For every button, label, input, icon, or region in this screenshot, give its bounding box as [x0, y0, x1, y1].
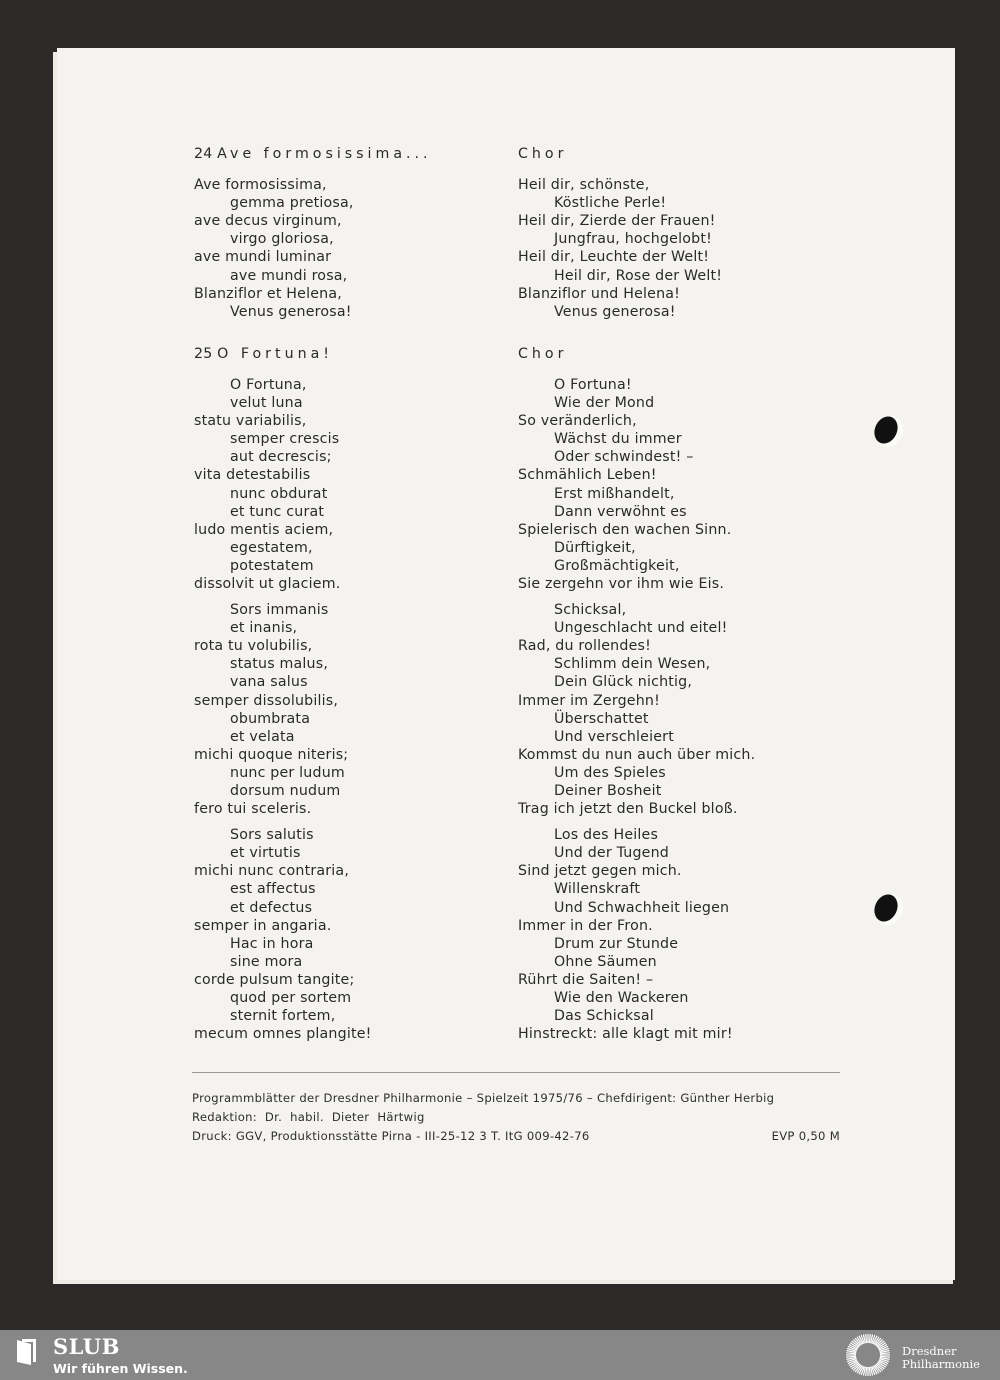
verse-line-latin: rota tu volubilis,	[194, 638, 313, 655]
footer-print-info: Druck: GGV, Produktionsstätte Pirna - III-25-12 3 T. ItG 009-42-76	[192, 1129, 590, 1143]
sunburst-ring-icon[interactable]	[841, 1331, 895, 1379]
verse-line-german: Drum zur Stunde	[554, 935, 679, 952]
verse-line-latin: obumbrata	[230, 710, 311, 727]
verse-line-latin: dissolvit ut glaciem.	[194, 575, 341, 592]
stanza-gap	[194, 818, 432, 826]
verse-line-german: Und Schwachheit liegen	[554, 899, 730, 916]
section-number: 25	[194, 345, 213, 362]
section-gap	[194, 321, 432, 345]
stanza-gap	[194, 593, 432, 601]
sunburst-ray	[866, 1367, 867, 1376]
stanza-gap	[518, 593, 755, 601]
verse-line-german: Deiner Bosheit	[554, 783, 662, 799]
verse-line-german: So veränderlich,	[518, 413, 637, 430]
stanza-gap	[518, 818, 755, 826]
section-title-german	[518, 345, 755, 363]
verse-line-latin: Hac in hora	[230, 935, 314, 952]
verse-line-latin: nunc per ludum	[230, 764, 345, 781]
verse-line-latin: quod per sortem	[230, 990, 352, 1007]
verse-line-german: Schmählich Leben!	[518, 467, 657, 484]
verse-line-german: Ungeschlacht und eitel!	[554, 620, 728, 637]
verse-line-german: Ohne Säumen	[554, 953, 657, 970]
verse-line-latin: est affectus	[230, 881, 316, 898]
section-title-text: Ave formosissima...	[217, 146, 432, 162]
section-title-latin	[194, 345, 432, 363]
verse-line-latin: aut decrescis;	[230, 449, 332, 466]
latin-column	[194, 145, 432, 1043]
verse-line-german: Heil dir, Rose der Welt!	[554, 267, 723, 284]
verse-line-german: Und verschleiert	[554, 728, 674, 745]
slub-logo-text[interactable]: SLUB	[53, 1334, 120, 1359]
verse-line-german: O Fortuna!	[554, 376, 632, 393]
verse-line-german: Jungfrau, hochgelobt!	[554, 231, 712, 248]
punch-hole-icon	[870, 413, 902, 448]
section-title-latin	[194, 145, 432, 163]
verse-line-latin: Sors salutis	[230, 827, 314, 844]
footer-editor-line: Redaktion: Dr. habil. Dieter Härtwig	[192, 1110, 425, 1124]
verse-line-german: Heil dir, Zierde der Frauen!	[518, 213, 716, 230]
verse-line-german: Schicksal,	[554, 602, 627, 619]
verse-line-latin: velut luna	[230, 395, 303, 412]
verse-line-latin: semper crescis	[230, 431, 340, 448]
footer-publication-line: Programmblätter der Dresdner Philharmonie – Spielzeit 1975/76 – Chefdirigent: Günther Herbig	[192, 1091, 775, 1105]
philharmonie-line2: Philharmonie	[902, 1357, 980, 1371]
document-page	[57, 48, 955, 1280]
verse-line-latin: sine mora	[230, 953, 303, 970]
section-title-text: Chor	[518, 345, 568, 362]
verse-line-latin: semper dissolubilis,	[194, 692, 339, 709]
verse-line-german: Willenskraft	[554, 881, 641, 898]
verse-line-german: Sind jetzt gegen mich.	[518, 863, 682, 880]
verse-line-german: Rührt die Saiten! –	[518, 971, 654, 988]
verse-line-latin: et virtutis	[230, 845, 301, 862]
verse-line-german: Immer im Zergehn!	[518, 692, 661, 709]
verse-line-german: Spielerisch den wachen Sinn.	[518, 521, 732, 538]
verse-line-german: Oder schwindest! –	[554, 449, 694, 466]
verse-line-german: Wie der Mond	[554, 395, 655, 412]
section-gap	[518, 321, 755, 345]
verse-line-german: Überschattet	[554, 710, 649, 727]
verse-line-latin: et inanis,	[230, 620, 298, 637]
verse-line-latin: Ave formosissima,	[194, 177, 327, 194]
verse-line-latin: potestatem	[230, 557, 314, 574]
heading-gap	[518, 163, 755, 176]
verse-line-latin: mecum omnes plangite!	[194, 1026, 372, 1043]
footer-price: EVP 0,50 M	[771, 1129, 840, 1143]
sunburst-ray	[846, 1356, 856, 1357]
verse-line-german: Blanziflor und Helena!	[518, 285, 681, 302]
german-column	[518, 145, 755, 1043]
philharmonie-logo-text[interactable]	[902, 1345, 980, 1371]
book-pages-icon[interactable]	[14, 1338, 38, 1366]
sunburst-ray	[869, 1334, 870, 1343]
section-title-german	[518, 145, 755, 163]
verse-line-german: Um des Spieles	[554, 764, 666, 781]
verse-line-german: Sie zergehn vor ihm wie Eis.	[518, 575, 725, 592]
philharmonie-line1: Dresdner	[902, 1344, 957, 1358]
verse-line-german: Und der Tugend	[554, 845, 670, 862]
verse-line-german: Großmächtigkeit,	[554, 557, 680, 574]
verse-line-latin: sternit fortem,	[230, 1008, 336, 1025]
verse-line-latin: michi quoque niteris;	[194, 746, 349, 763]
verse-line-latin: virgo gloriosa,	[230, 231, 334, 248]
section-title-text: O Fortuna!	[217, 345, 333, 362]
sunburst-ray	[866, 1334, 867, 1343]
verse-line-latin: dorsum nudum	[230, 783, 341, 799]
verse-line-german: Köstliche Perle!	[554, 195, 667, 212]
verse-line-latin: vita detestabilis	[194, 467, 311, 484]
verse-line-german: Heil dir, Leuchte der Welt!	[518, 249, 710, 266]
verse-line-german: Rad, du rollendes!	[518, 638, 651, 655]
verse-line-latin: ave mundi luminar	[194, 249, 332, 266]
verse-line-latin: status malus,	[230, 656, 329, 673]
verse-line-latin: Blanziflor et Helena,	[194, 285, 342, 302]
verse-line-latin: ave mundi rosa,	[230, 267, 348, 284]
heading-gap	[518, 363, 755, 376]
verse-line-latin: et tunc curat	[230, 503, 325, 520]
verse-line-latin: vana salus	[230, 674, 308, 691]
verse-line-german: Wächst du immer	[554, 431, 682, 448]
verse-line-latin: et velata	[230, 728, 295, 745]
verse-line-german: Dürftigkeit,	[554, 539, 636, 556]
verse-line-german: Dann verwöhnt es	[554, 503, 687, 520]
verse-line-latin: Sors immanis	[230, 602, 329, 619]
verse-line-german: Kommst du nun auch über mich.	[518, 746, 756, 763]
verse-line-german: Venus generosa!	[554, 303, 676, 320]
verse-line-latin: ludo mentis aciem,	[194, 521, 334, 538]
verse-line-latin: gemma pretiosa,	[230, 195, 354, 212]
verse-line-latin: egestatem,	[230, 539, 313, 556]
verse-line-latin: et defectus	[230, 899, 313, 916]
verse-line-latin: fero tui sceleris.	[194, 801, 312, 818]
verse-line-latin: corde pulsum tangite;	[194, 971, 355, 988]
slub-tagline: Wir führen Wissen.	[53, 1361, 188, 1376]
sunburst-ray	[880, 1353, 890, 1354]
sunburst-ray	[880, 1356, 890, 1357]
verse-line-german: Wie den Wackeren	[554, 990, 689, 1007]
verse-line-german: Das Schicksal	[554, 1008, 654, 1025]
verse-line-german: Dein Glück nichtig,	[554, 674, 693, 691]
verse-line-german: Los des Heiles	[554, 827, 659, 844]
verse-line-latin: statu variabilis,	[194, 413, 307, 430]
verse-line-german: Schlimm dein Wesen,	[554, 656, 711, 673]
verse-line-latin: ave decus virginum,	[194, 213, 342, 230]
verse-line-german: Immer in der Fron.	[518, 917, 653, 934]
footer-divider	[192, 1072, 840, 1073]
sunburst-ray	[846, 1353, 856, 1354]
heading-gap	[194, 363, 432, 376]
section-number: 24	[194, 146, 213, 162]
heading-gap	[194, 163, 432, 176]
section-title-text: Chor	[518, 146, 568, 162]
verse-line-latin: O Fortuna,	[230, 376, 307, 393]
verse-line-german: Heil dir, schönste,	[518, 177, 650, 194]
verse-line-latin: michi nunc contraria,	[194, 863, 350, 880]
verse-line-german: Hinstreckt: alle klagt mit mir!	[518, 1026, 733, 1043]
punch-hole-icon	[870, 891, 902, 926]
verse-line-latin: nunc obdurat	[230, 485, 328, 502]
verse-line-german: Trag ich jetzt den Buckel bloß.	[518, 801, 738, 818]
verse-line-latin: semper in angaria.	[194, 917, 332, 934]
verse-line-german: Erst mißhandelt,	[554, 485, 675, 502]
sunburst-ray	[869, 1367, 870, 1376]
footer-print-line	[192, 1127, 840, 1146]
verse-line-latin: Venus generosa!	[230, 303, 352, 320]
